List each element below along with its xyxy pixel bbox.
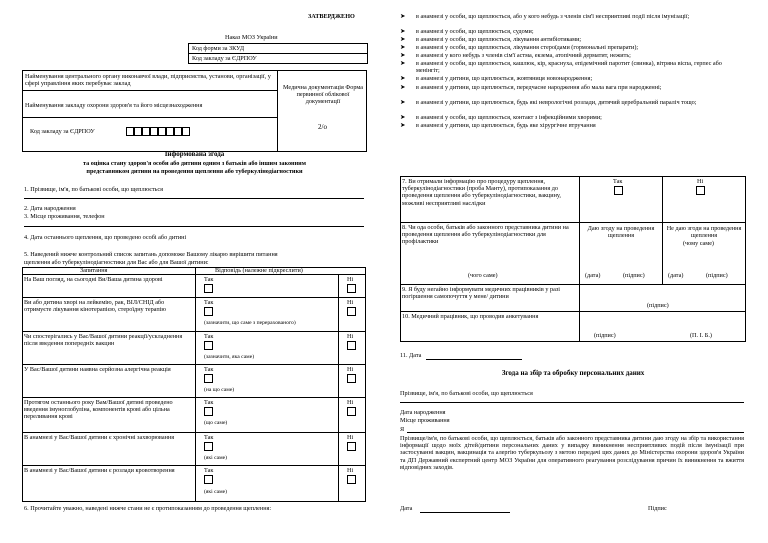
- answer-yes-label: Так: [204, 434, 214, 441]
- answer-note: (зазначити, що саме з перерахованого): [204, 320, 296, 326]
- question-text: В анамнезі у Вас/Вашої дитини є розлади кровотворення: [24, 467, 175, 474]
- title-line1: Інформована згода: [164, 150, 225, 158]
- date-line[interactable]: [426, 359, 522, 360]
- condition-text: в анамнезі у дитини, що щеплюється, будь які неврологічні розлади, дитячий церебральний параліч тощо;: [416, 99, 697, 106]
- answer-yes-checkbox[interactable]: [204, 442, 213, 451]
- personal-data-sign: Підпис: [648, 505, 667, 512]
- inform-staff-sign: (підпис): [647, 302, 669, 309]
- answer-no-label: Ні: [347, 366, 354, 373]
- condition-text: в анамнезі у кого небудь з членів сім'ї астма, екзема, атопічний дерматит, нежить;: [416, 52, 631, 59]
- answer-no-checkbox[interactable]: [347, 407, 356, 416]
- answer-no-label: Ні: [347, 333, 354, 340]
- inform-staff-statement: 9. Я буду негайно інформувати медичних працівників у разі погіршення самопочуття у мене/ дитини: [402, 286, 560, 301]
- bullet-icon: ➤: [400, 75, 406, 82]
- answer-yes-checkbox[interactable]: [204, 407, 213, 416]
- bullet-icon: ➤: [400, 44, 406, 51]
- answer-no-checkbox[interactable]: [347, 374, 356, 383]
- medical-worker-name: (П. І. Б.): [690, 332, 712, 339]
- answer-yes-checkbox[interactable]: [204, 341, 213, 350]
- personal-data-name-line[interactable]: [400, 402, 744, 403]
- question-text: У Вас/Вашої дитини наявна серйозна алергічна реакція: [24, 366, 171, 373]
- answer-note: (на що саме): [204, 387, 235, 393]
- title-line2: та оцінка стану здоров'я особи або дитини одним з батьків або іншим законним: [83, 160, 306, 167]
- question-text: Протягом останнього року Вам/Вашої дитині проведено введення імуноглобуліна, компонентів крові або цільна переливання крові: [24, 399, 173, 421]
- condition-text: в анамнезі у дитини, що щеплюється, жовтяниця новонародження;: [416, 75, 593, 82]
- condition-text: в анамнезі у особи, що щеплюється, або у кого небудь з членів сім'ї несприятливі події після імунізації;: [416, 13, 690, 20]
- consent-yes-date: (дата): [585, 272, 601, 279]
- edrpou-code-label: Код закладу за ЄДРПОУ: [30, 128, 95, 135]
- consent-yes-label: Даю згоду на проведення щеплення: [587, 225, 655, 240]
- field-checklist-intro-1: 5. Наведений нижче контрольний список запитань допоможе Вашому лікарю вирішити питання: [24, 251, 278, 258]
- bullet-icon: ➤: [400, 99, 406, 106]
- answer-no-label: Ні: [347, 399, 354, 406]
- date-label: 11. Дата: [400, 352, 422, 359]
- form-code-label: Код форми за ЗКУД: [192, 45, 245, 52]
- question-text: На Ваш погляд, на сьогодні Ви/Ваша дитина здорові: [24, 276, 163, 283]
- answer-no-checkbox[interactable]: [347, 307, 356, 316]
- field-last-vaccination: 4. Дата останнього щеплення, що проведено особі або дитині: [24, 234, 187, 241]
- info-received-yes-checkbox[interactable]: [614, 186, 623, 195]
- condition-text: в анамнезі у особи, що щеплюється, лікування антибіотиками;: [416, 36, 582, 43]
- answer-yes-label: Так: [204, 276, 214, 283]
- field-conditions-intro: 6. Прочитайте уважно, наведені нижче стани не є протипоказанням до проведення щеплення:: [24, 505, 272, 512]
- health-facility-label: Найменування закладу охорони здоров'я та його місцезнаходження: [25, 102, 203, 109]
- answer-no-checkbox[interactable]: [347, 341, 356, 350]
- med-doc-label: Медична документація Форма первинної облікової документації: [283, 84, 363, 106]
- answer-no-label: Ні: [347, 299, 354, 306]
- medical-worker-sign: (підпис): [594, 332, 616, 339]
- info-received-question: 7. Ви отримали інформацію про процедуру щеплення, туберкулінодіагностики (проба Манту), протипоказання до проведення щеплення або туберкулінодіагностики, вакцину, можливі несприятливі наслідки: [402, 178, 561, 207]
- col-question-header: Запитання: [80, 267, 108, 274]
- bullet-icon: ➤: [400, 84, 406, 91]
- bullet-icon: ➤: [400, 13, 406, 20]
- answer-no-checkbox[interactable]: [347, 442, 356, 451]
- answer-yes-label: Так: [204, 467, 214, 474]
- consent-question: 8. Чи ода особи, батьків або законного представника дитини на проведення щеплення або туберкулінодіагностики для профілактики: [402, 224, 569, 246]
- field-checklist-intro-2: щеплення або туберкулінодіагностики для Вас або для Вашої дитини:: [24, 259, 209, 266]
- consent-no-reason: (чому саме): [683, 240, 714, 247]
- field-address-line[interactable]: [24, 226, 364, 227]
- consent-no-sign: (підпис): [706, 272, 728, 279]
- condition-text: в анамнезі у особи, що щеплюється, лікування стероїдами (гормональні препарати);: [416, 44, 639, 51]
- bullet-icon: ➤: [400, 122, 406, 129]
- answer-yes-label: Так: [204, 366, 214, 373]
- answer-no-label: Ні: [347, 467, 354, 474]
- condition-text: в анамнезі у особи, що щеплюється, судоми;: [416, 28, 534, 35]
- answer-note: (які саме): [204, 489, 228, 495]
- personal-data-i: Я: [400, 426, 405, 433]
- personal-data-date-line[interactable]: [420, 512, 510, 513]
- question-text: Ви або дитина хворі на лейкемію, рак, ВІЛ/СНІД або отримуєте лікування кінотерапією, стероїдну терапію: [24, 299, 167, 314]
- approved-label: ЗАТВЕРДЖЕНО: [308, 13, 355, 20]
- question-text: В анамнезі у Вас/Вашої дитини є хронічні захворювання: [24, 434, 175, 441]
- consent-no-label: Не даю згоди на проведення щеплення: [666, 225, 742, 240]
- answer-yes-label: Так: [204, 299, 214, 306]
- personal-data-i-line[interactable]: [407, 432, 744, 433]
- answer-yes-label: Так: [204, 399, 214, 406]
- answer-no-label: Ні: [347, 276, 354, 283]
- answer-no-label: Ні: [347, 434, 354, 441]
- bullet-icon: ➤: [400, 36, 406, 43]
- order-label: Наказ МОЗ України: [225, 34, 278, 41]
- personal-data-date: Дата: [400, 505, 413, 512]
- personal-data-residence: Місце проживання: [400, 417, 450, 424]
- answer-yes-checkbox[interactable]: [204, 374, 213, 383]
- title-line3: представником дитини на проведення щеплення або туберкулінодіагностики: [86, 168, 303, 175]
- answer-no-checkbox[interactable]: [347, 475, 356, 484]
- answer-yes-checkbox[interactable]: [204, 284, 213, 293]
- info-received-no-checkbox[interactable]: [696, 186, 705, 195]
- field-name-line[interactable]: [24, 198, 364, 199]
- question-text: Чи спостерігались у Вас/Вашої дитини реакції/ускладнення після введення попередніх вакцин: [24, 333, 183, 348]
- consent-which: (чого саме): [468, 272, 498, 279]
- consent-yes-sign: (підпис): [623, 272, 645, 279]
- answer-note: (які саме): [204, 455, 228, 461]
- answer-yes-checkbox[interactable]: [204, 475, 213, 484]
- answer-yes-label: Так: [204, 333, 214, 340]
- condition-text: в анамнезі у особи, що щеплюється, контакт з інфекційними хворими;: [416, 114, 602, 121]
- bullet-icon: ➤: [400, 28, 406, 35]
- field-dob: 2. Дата народження: [24, 205, 76, 212]
- answer-note: (що саме): [204, 420, 228, 426]
- consent-no-date: (дата): [668, 272, 684, 279]
- personal-data-name: Прізвище, ім'я, по батькові особи, що щеплюється: [400, 390, 533, 397]
- personal-data-title: Згода на збір та обробку персональних даних: [501, 369, 645, 377]
- personal-data-dob: Дата народження: [400, 409, 446, 416]
- form-number: 2/о: [318, 123, 327, 131]
- central-body-label: Найменування центрального органу виконавчої влади, підприємства, установи, організації, у сфері управління яких перебуває заклад: [25, 73, 271, 88]
- inst-code-label: Код закладу за ЄДРПОУ: [192, 55, 257, 62]
- field-address: 3. Місце проживання, телефон: [24, 213, 105, 220]
- condition-text: в анамнезі у особи, що щеплюється, кашлюк, кір, краснуха, епідемічний паротит (свинка), вітряна віспа, герпес або менінгіт;: [416, 60, 722, 75]
- answer-note: (зазначити, яка саме): [204, 354, 255, 360]
- condition-text: в анамнезі у дитини, що щеплюється, будь яке хірургічне втручання: [416, 122, 596, 129]
- answer-no-checkbox[interactable]: [347, 284, 356, 293]
- col-answer-header: Відповідь (належне підкреслити): [215, 267, 303, 274]
- field-name: 1. Прізвище, ім'я, по батькові особи, що щеплюється: [24, 186, 163, 193]
- bullet-icon: ➤: [400, 60, 406, 67]
- personal-data-body: Прізвище/ім'я, по батькові особи, що щеплюється, батьків або законного представника дитини даю згоду на збір та використання інформації щодо моїх дітей/дитини персональних даних у випадку виникнення несприятливих подій після імунізації при застосуванні вакцин, вакцинація та алергію туберкульозу з метою передачі цих даних до Міністерства охорони здоров'я України та ДП Державний експертний центр МОЗ України для оперативного реагування розслідування причин їх виникнення та вжиття відповідних заходів.: [400, 435, 744, 471]
- medical-worker-label: 10. Медичний працівник, що проводив анкетування: [402, 313, 539, 320]
- info-received-yes-label: Так: [613, 178, 623, 185]
- bullet-icon: ➤: [400, 52, 406, 59]
- answer-yes-checkbox[interactable]: [204, 307, 213, 316]
- info-received-no-label: Ні: [697, 178, 704, 185]
- condition-text: в анамнезі у дитини, що щеплюється, передчасне народження або мала вага при народженні;: [416, 84, 662, 91]
- bullet-icon: ➤: [400, 114, 406, 121]
